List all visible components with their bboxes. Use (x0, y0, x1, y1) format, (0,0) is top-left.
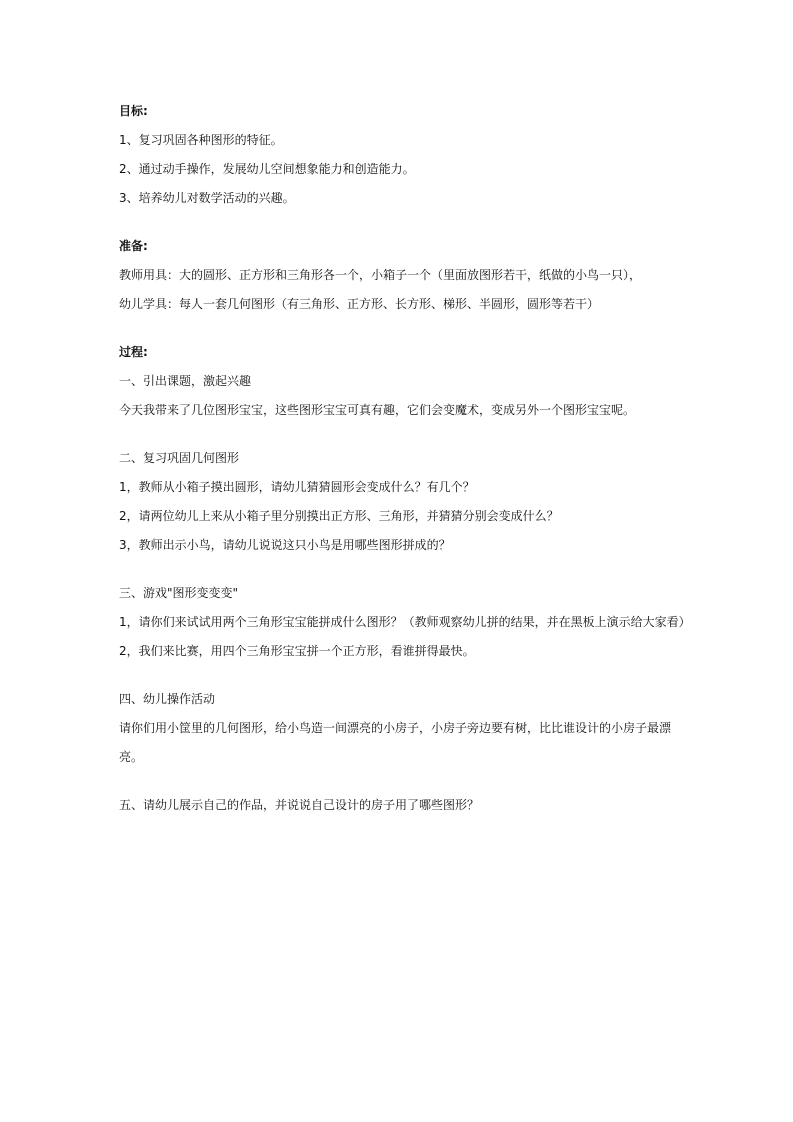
preparation-child-tools: 幼儿学具：每人一套几何图形（有三角形、正方形、长方形、梯形、半圆形，圆形等若干） (119, 297, 600, 311)
step3-title: 三、游戏"图形变变变" (119, 586, 239, 600)
step3-item-2: 2，我们来比赛，用四个三角形宝宝拼一个正方形，看谁拼得最快。 (119, 644, 475, 658)
step4-text-line-2: 亮。 (119, 750, 144, 764)
step2-item-1: 1，教师从小箱子摸出圆形，请幼儿猜猜圆形会变成什么？有几个？ (119, 480, 475, 494)
step4-text-line-1: 请你们用小筐里的几何图形，给小鸟造一间漂亮的小房子，小房子旁边要有树，比比谁设计的小房子最漂 (119, 721, 672, 735)
step1-text: 今天我带来了几位图形宝宝，这些图形宝宝可真有趣，它们会变魔术，变成另外一个图形宝宝呢。 (119, 403, 636, 417)
process-heading: 过程: (119, 345, 148, 359)
goals-heading: 目标: (119, 104, 148, 118)
goal-item-3: 3、培养幼儿对数学活动的兴趣。 (119, 191, 295, 205)
preparation-heading: 准备: (119, 239, 148, 253)
step2-item-2: 2，请两位幼儿上来从小箱子里分别摸出正方形、三角形，并猜猜分别会变成什么？ (119, 509, 559, 523)
step2-title: 二、复习巩固几何图形 (119, 451, 240, 465)
step2-item-3: 3，教师出示小鸟，请幼儿说说这只小鸟是用哪些图形拼成的？ (119, 538, 451, 552)
step3-item-1: 1，请你们来试试用两个三角形宝宝能拼成什么图形？（教师观察幼儿拼的结果，并在黑板上演示给大家看） (119, 615, 691, 629)
step5-title: 五、请幼儿展示自己的作品，并说说自己设计的房子用了哪些图形？ (119, 798, 480, 812)
goal-item-2: 2、通过动手操作，发展幼儿空间想象能力和创造能力。 (119, 162, 415, 176)
goal-item-1: 1、复习巩固各种图形的特征。 (119, 133, 283, 147)
step4-title: 四、幼儿操作活动 (119, 692, 216, 706)
step1-title: 一、引出课题，激起兴趣 (119, 374, 252, 388)
preparation-teacher-tools: 教师用具：大的圆形、正方形和三角形各一个，小箱子一个（里面放图形若干，纸做的小鸟一只）， (119, 268, 642, 282)
